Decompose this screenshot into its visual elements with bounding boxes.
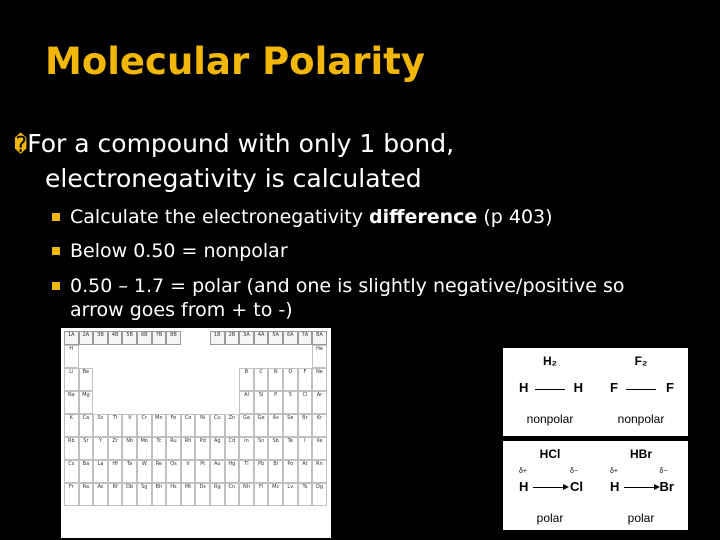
bond-line [626, 389, 656, 390]
atom-label: F [666, 380, 674, 395]
ptable-group-header: 3A [239, 331, 254, 345]
partial-charge-label: δ− [570, 468, 578, 475]
polarity-arrow-icon [624, 487, 658, 488]
ptable-element-cell: Li [64, 368, 79, 391]
ptable-element-cell: Bi [268, 460, 283, 483]
ptable-element-cell: Og [312, 483, 327, 506]
ptable-element-cell: Sn [254, 437, 269, 460]
ptable-element-cell: Hs [166, 483, 181, 506]
ptable-element-cell: Sg [137, 483, 152, 506]
molecule-card-f2 [594, 348, 688, 436]
ptable-element-cell: Al [239, 391, 254, 414]
atom-label: H [573, 380, 583, 395]
ptable-element-cell: He [312, 345, 327, 368]
ptable-element-cell: Ac [93, 483, 108, 506]
sub-bullet-text: (p 403) [477, 206, 553, 228]
ptable-element-cell: Mc [268, 483, 283, 506]
polarity-label: nonpolar [617, 412, 665, 426]
slide-title: Molecular Polarity [45, 40, 425, 83]
ptable-element-cell: Fl [254, 483, 269, 506]
ptable-element-cell: Mg [79, 391, 94, 414]
ptable-element-cell: Ti [108, 414, 123, 437]
bond-diagram [507, 380, 593, 400]
bullet-marker-glyph: � [14, 133, 28, 158]
ptable-element-cell: Kr [312, 414, 327, 437]
ptable-element-cell: Hg [225, 460, 240, 483]
sub-bullet-1 [52, 205, 553, 229]
ptable-element-cell: S [283, 391, 298, 414]
main-bullet-line1: For a compound with only 1 bond, [27, 129, 455, 158]
ptable-element-cell: Rn [312, 460, 327, 483]
ptable-element-cell: Y [93, 437, 108, 460]
ptable-element-cell: B [239, 368, 254, 391]
main-bullet-line2: electronegativity is calculated [45, 164, 422, 193]
ptable-element-cell: Sr [79, 437, 94, 460]
ptable-element-cell: Sb [268, 437, 283, 460]
ptable-element-cell: Te [283, 437, 298, 460]
ptable-element-cell: Zn [225, 414, 240, 437]
ptable-element-cell: Ne [312, 368, 327, 391]
ptable-element-cell: Ge [254, 414, 269, 437]
ptable-element-cell: Mo [137, 437, 152, 460]
molecule-card-h2 [503, 348, 597, 436]
bond-diagram [507, 468, 593, 499]
ptable-element-cell: At [298, 460, 313, 483]
ptable-element-cell: Na [64, 391, 79, 414]
sub-bullet-text: 0.50 – 1.7 = polar (and one is slightly negative/positive so [70, 275, 625, 297]
ptable-element-cell: Bh [152, 483, 167, 506]
ptable-element-cell: Ra [79, 483, 94, 506]
ptable-element-cell: Pt [195, 460, 210, 483]
ptable-element-cell: In [239, 437, 254, 460]
sub-bullet-3 [52, 274, 625, 322]
ptable-element-cell: C [254, 368, 269, 391]
ptable-element-cell: Ru [166, 437, 181, 460]
sub-bullet-text-cont: arrow goes from + to -) [70, 299, 293, 321]
ptable-element-cell: Rb [64, 437, 79, 460]
ptable-element-cell: Br [298, 414, 313, 437]
sub-bullet-2 [52, 239, 288, 263]
polarity-label: polar [627, 511, 655, 525]
ptable-group-header: 3B [93, 331, 108, 345]
ptable-element-cell: Cn [225, 483, 240, 506]
atom-label: δ+ H [610, 468, 620, 494]
ptable-group-header: 5A [268, 331, 283, 345]
ptable-element-cell: Hf [108, 460, 123, 483]
ptable-element-cell: Mt [181, 483, 196, 506]
molecule-name: HCl [539, 447, 561, 461]
ptable-element-cell: Fe [166, 414, 181, 437]
polarity-label: polar [536, 511, 564, 525]
ptable-element-cell: Zr [108, 437, 123, 460]
polarity-label: nonpolar [526, 412, 574, 426]
ptable-element-cell: Au [210, 460, 225, 483]
ptable-element-cell: Be [79, 368, 94, 391]
square-bullet-icon [52, 247, 60, 255]
atom-label: H [519, 380, 529, 395]
ptable-element-cell: Se [283, 414, 298, 437]
ptable-element-cell: Ag [210, 437, 225, 460]
molecule-card-hcl [503, 441, 597, 530]
ptable-element-cell: Ts [298, 483, 313, 506]
square-bullet-icon [52, 213, 60, 221]
ptable-element-cell: V [122, 414, 137, 437]
ptable-element-cell: Ds [195, 483, 210, 506]
ptable-element-cell: Pd [195, 437, 210, 460]
ptable-element-cell: O [283, 368, 298, 391]
bond-line [535, 389, 565, 390]
partial-charge-label: δ+ [519, 468, 527, 475]
partial-charge-label: δ+ [610, 468, 618, 475]
ptable-element-cell: Ar [312, 391, 327, 414]
ptable-group-header: 7A [298, 331, 313, 345]
ptable-element-cell: Po [283, 460, 298, 483]
ptable-element-cell: Rh [181, 437, 196, 460]
ptable-element-cell: N [268, 368, 283, 391]
ptable-element-cell: Pb [254, 460, 269, 483]
ptable-element-cell: Cs [64, 460, 79, 483]
sub-bullet-text: Calculate the electronegativity [70, 206, 369, 228]
ptable-group-header: 2A [79, 331, 94, 345]
ptable-element-cell: H [64, 345, 79, 368]
ptable-group-header: 2B [225, 331, 240, 345]
bond-diagram [598, 468, 684, 499]
ptable-element-cell: W [137, 460, 152, 483]
molecule-card-hbr [594, 441, 688, 530]
partial-charge-label: δ− [659, 468, 668, 475]
ptable-element-cell: Fr [64, 483, 79, 506]
ptable-element-cell: Sc [93, 414, 108, 437]
ptable-element-cell: Mn [152, 414, 167, 437]
atom-label: δ+ H [519, 468, 529, 494]
ptable-element-cell: Cl [298, 391, 313, 414]
ptable-element-cell: Rg [210, 483, 225, 506]
ptable-group-header: 8A [312, 331, 327, 345]
ptable-element-cell: Os [166, 460, 181, 483]
ptable-element-cell: Ca [79, 414, 94, 437]
ptable-element-cell: Tl [239, 460, 254, 483]
ptable-element-cell: Xe [312, 437, 327, 460]
bond-diagram [598, 380, 684, 400]
ptable-group-header: 6A [283, 331, 298, 345]
periodic-table-image [61, 328, 331, 538]
ptable-element-cell: Ba [79, 460, 94, 483]
atom-label: δ− Cl [570, 468, 583, 494]
ptable-element-cell: F [298, 368, 313, 391]
ptable-element-cell: Cd [225, 437, 240, 460]
sub-bullet-bold: difference [369, 206, 478, 228]
ptable-element-cell: Db [122, 483, 137, 506]
ptable-group-header: 4B [108, 331, 123, 345]
ptable-element-cell: La [93, 460, 108, 483]
ptable-group-header: 8B [166, 331, 181, 345]
ptable-element-cell: P [268, 391, 283, 414]
ptable-element-cell: Ta [122, 460, 137, 483]
ptable-element-cell: Tc [152, 437, 167, 460]
ptable-element-cell: Ir [181, 460, 196, 483]
ptable-group-header: 6B [137, 331, 152, 345]
ptable-element-cell: Nh [239, 483, 254, 506]
atom-label: F [610, 380, 618, 395]
ptable-element-cell: Rf [108, 483, 123, 506]
ptable-element-cell: Cr [137, 414, 152, 437]
ptable-element-cell: Ni [195, 414, 210, 437]
ptable-element-cell: Cu [210, 414, 225, 437]
ptable-element-cell: Ga [239, 414, 254, 437]
atom-label: δ− Br [659, 468, 674, 494]
ptable-group-header: 7B [152, 331, 167, 345]
molecule-name: H₂ [543, 354, 557, 368]
ptable-element-cell: I [298, 437, 313, 460]
ptable-element-cell: As [268, 414, 283, 437]
ptable-group-header: 4A [254, 331, 269, 345]
ptable-group-header: 5B [122, 331, 137, 345]
ptable-element-cell: Re [152, 460, 167, 483]
molecule-name: HBr [629, 447, 652, 461]
ptable-element-cell: K [64, 414, 79, 437]
ptable-element-cell: Co [181, 414, 196, 437]
main-bullet [14, 127, 694, 195]
molecule-name: F₂ [634, 354, 648, 368]
ptable-group-header: 1B [210, 331, 225, 345]
sub-bullet-text: Below 0.50 = nonpolar [70, 240, 288, 262]
square-bullet-icon [52, 282, 60, 290]
polarity-arrow-icon [533, 487, 567, 488]
ptable-element-cell: Si [254, 391, 269, 414]
ptable-element-cell: Lv [283, 483, 298, 506]
ptable-group-header: 1A [64, 331, 79, 345]
ptable-element-cell: Nb [122, 437, 137, 460]
